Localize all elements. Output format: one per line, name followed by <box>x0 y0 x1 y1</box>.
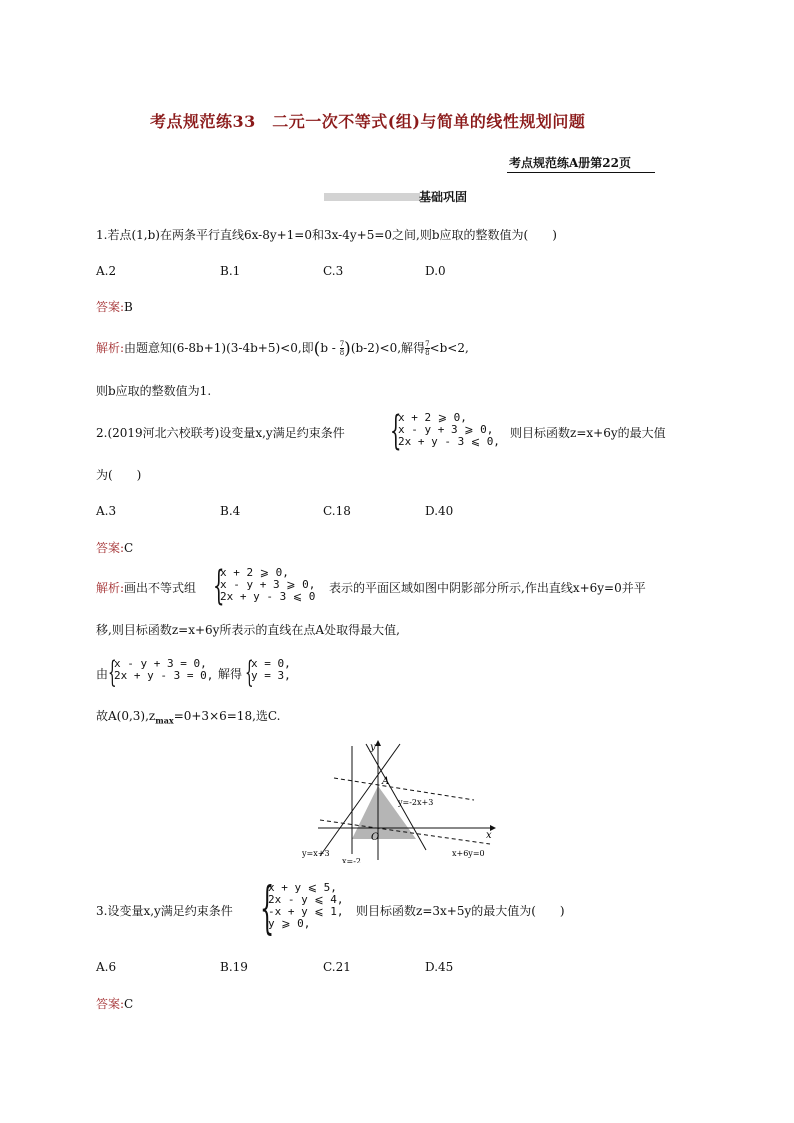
q2-solve-b: 解得 <box>218 667 243 681</box>
dashed-line-through-a <box>334 778 474 800</box>
q2-equation-1: x - y + 3 = 0, <box>114 657 207 670</box>
q2-conclusion-text-a: 故A(0,3),z <box>96 709 156 723</box>
dashed-line-x-plus-6y-eq-0 <box>320 820 490 844</box>
q1-option-b: B.1 <box>220 264 241 278</box>
section-bar <box>324 193 420 201</box>
q2-solve-a: 由 <box>96 667 109 681</box>
q2-solution-brace: { <box>245 655 254 690</box>
q1-fraction-7-8-b: $\frac{7}{8}$ <box>425 340 430 357</box>
q2-analysis-b: 表示的平面区域如图中阴影部分所示,作出直线x+6y=0并平 <box>329 581 646 595</box>
q2-solution-x: x = 0, <box>251 657 291 670</box>
q1-analysis-line2: 则b应取的整数值为1. <box>96 384 212 398</box>
q1-option-a: A.2 <box>96 264 117 278</box>
q2-conclusion-subscript: max <box>155 715 174 726</box>
feasible-region-figure <box>300 738 500 863</box>
q2-option-a: A.3 <box>96 504 117 518</box>
q2-conclusion-text-b: =0+3×6=18,选C. <box>173 709 281 723</box>
reference-underline <box>507 172 655 173</box>
q2-constraints <box>398 412 500 448</box>
q3-option-b: B.19 <box>220 960 248 974</box>
label-x-plus-6y-eq-0: x+6y=0 <box>452 849 485 858</box>
q2-analysis-constraint-3: 2x + y - 3 ⩽ 0 <box>220 590 316 603</box>
q1-analysis-text-d: <b<2, <box>429 341 469 355</box>
q2-analysis-a <box>96 582 196 594</box>
q2-constraint-3: 2x + y - 3 ⩽ 0, <box>398 435 500 448</box>
q1-answer-value: B <box>124 300 133 314</box>
q2-constraint-1: x + 2 ⩾ 0, <box>398 411 467 424</box>
q2-option-c: C.18 <box>323 504 351 518</box>
q1-analysis-label: 解析: <box>96 341 125 355</box>
q2-answer <box>96 542 133 554</box>
point-a-label: A <box>382 776 390 787</box>
q2-stem-line2: 为( ) <box>96 468 142 482</box>
q3-constraint-2: 2x - y ⩽ 4, <box>268 893 344 906</box>
q1-analysis-text-b: b - <box>320 341 336 355</box>
q2-analysis-line2: 移,则目标函数z=x+6y所表示的直线在点A处取得最大值, <box>96 623 400 637</box>
q2-analysis-label: 解析: <box>96 581 125 595</box>
q1-fraction-7-8: $\frac{7}{8}$ <box>339 340 345 357</box>
q2-solution-y: y = 3, <box>251 669 291 682</box>
section-label: 基础巩固 <box>419 190 468 204</box>
q3-answer-label: 答案: <box>96 997 125 1011</box>
q2-conclusion <box>96 710 280 724</box>
q2-answer-value: C <box>124 541 134 555</box>
page-title: 考点规范练33 二元一次不等式(组)与简单的线性规划问题 <box>150 112 586 131</box>
q2-constraint-2: x - y + 3 ⩾ 0, <box>398 423 494 436</box>
q3-brace: { <box>260 876 275 941</box>
q3-constraint-1: x + y ⩽ 5, <box>268 881 337 894</box>
q3-option-c: C.21 <box>323 960 351 974</box>
q2-equation-2: 2x + y - 3 = 0, <box>114 669 214 682</box>
q3-constraint-3: -x + y ⩽ 1, <box>268 905 344 918</box>
axis-y-label: y <box>370 742 376 753</box>
y-axis-arrow <box>375 740 381 746</box>
q2-option-d: D.40 <box>425 504 454 518</box>
q2-analysis-constraint-2: x - y + 3 ⩾ 0, <box>220 578 316 591</box>
q3-constraints <box>268 882 343 930</box>
q2-option-b: B.4 <box>220 504 241 518</box>
q1-option-d: D.0 <box>425 264 446 278</box>
q2-analysis-constraints <box>220 567 315 603</box>
q2-analysis-text-a: 画出不等式组 <box>124 581 197 595</box>
q3-option-a: A.6 <box>96 960 117 974</box>
q1-answer <box>96 301 133 313</box>
shaded-feasible-region <box>352 786 416 839</box>
q2-solve-brace: { <box>108 655 117 690</box>
q2-stem-b: 则目标函数z=x+6y的最大值 <box>510 426 666 440</box>
q3-stem-a: 3.设变量x,y满足约束条件 <box>96 904 233 918</box>
q2-analysis-brace: { <box>213 563 225 609</box>
q1-answer-label: 答案: <box>96 300 125 314</box>
q2-solutions <box>251 658 291 682</box>
q2-equations <box>114 658 213 682</box>
q1-analysis-text-c: (b-2)<0,解得 <box>350 341 426 355</box>
q2-stem-a: 2.(2019河北六校联考)设变量x,y满足约束条件 <box>96 426 345 440</box>
q1-analysis: 解析:由题意知(6-8b+1)(3-4b+5)<0,即(b - $\frac{7}{8}$ )(b-2)<0,解得 $\frac{7}{8}$ <b<2, <box>96 339 469 359</box>
q3-answer <box>96 998 133 1010</box>
q2-analysis-constraint-1: x + 2 ⩾ 0, <box>220 566 289 579</box>
q2-brace: { <box>390 408 402 454</box>
q1-analysis-text-a: 由题意知(6-8b+1)(3-4b+5)<0,即 <box>124 341 314 355</box>
q3-option-d: D.45 <box>425 960 454 974</box>
q3-constraint-4: y ⩾ 0, <box>268 917 311 930</box>
q1-stem: 1.若点(1,b)在两条平行直线6x-8y+1=0和3x-4y+5=0之间,则b应取的整数值为( ) <box>96 228 557 242</box>
origin-label: O <box>371 832 380 843</box>
axis-x-label: x <box>486 830 492 841</box>
q3-stem-b: 则目标函数z=3x+5y的最大值为( ) <box>356 904 565 918</box>
q2-answer-label: 答案: <box>96 541 125 555</box>
label-y-eq-neg2x-plus-3: y=-2x+3 <box>398 798 434 807</box>
label-y-eq-x-plus-3: y=x+3 <box>302 849 330 858</box>
textbook-reference: 考点规范练A册第22页 <box>509 156 632 170</box>
q1-option-c: C.3 <box>323 264 344 278</box>
q3-answer-value: C <box>124 997 134 1011</box>
label-x-eq-neg2: x=-2 <box>342 857 362 863</box>
